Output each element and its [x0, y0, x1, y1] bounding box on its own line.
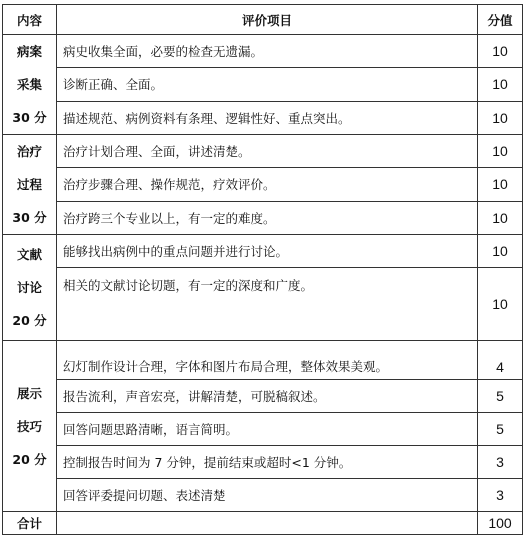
- table-row: [3, 235, 523, 268]
- table-row: [3, 341, 523, 380]
- header-category: 内容: [3, 5, 57, 35]
- category-line: 展示: [16, 385, 42, 401]
- item-cell: 病史收集全面，必要的检查无遗漏。: [57, 35, 478, 68]
- table-row: [3, 168, 523, 201]
- category-line: 采集: [16, 77, 42, 92]
- total-item-cell: [57, 512, 478, 535]
- score-cell: 10: [478, 201, 523, 234]
- score-cell: 10: [478, 35, 523, 68]
- category-line: 过程: [16, 177, 42, 192]
- item-cell: 幻灯制作设计合理，字体和图片布局合理，整体效果美观。: [57, 341, 478, 380]
- table-row: [3, 446, 523, 479]
- category-cell: [3, 35, 57, 135]
- evaluation-table: [2, 4, 523, 535]
- table-row: [3, 479, 523, 512]
- item-cell: 回答评委提问切题、表述清楚: [57, 479, 478, 512]
- item-cell: 相关的文献讨论切题，有一定的深度和广度。: [57, 268, 478, 341]
- item-cell: 治疗计划合理、全面，讲述清楚。: [57, 135, 478, 168]
- category-cell: [3, 235, 57, 341]
- item-cell: 能够找出病例中的重点问题并进行讨论。: [57, 235, 478, 268]
- score-cell: 3: [478, 479, 523, 512]
- score-cell: 10: [478, 135, 523, 168]
- item-cell: 控制报告时间为 7 分钟，提前结束或超时<1 分钟。: [57, 446, 478, 479]
- table-row: [3, 135, 523, 168]
- total-label: 合计: [3, 512, 57, 535]
- score-cell: 10: [478, 268, 523, 341]
- score-cell: 5: [478, 413, 523, 446]
- total-score: 100: [478, 512, 523, 535]
- category-line: 文献: [16, 247, 42, 262]
- category-line: 治疗: [16, 144, 42, 159]
- table-row: [3, 101, 523, 134]
- category-line: 30 分: [12, 210, 47, 225]
- table-row: [3, 380, 523, 413]
- header-score: 分值: [478, 5, 523, 35]
- score-cell: 10: [478, 168, 523, 201]
- score-cell: 5: [478, 380, 523, 413]
- category-line: 讨论: [16, 280, 42, 295]
- score-cell: 10: [478, 235, 523, 268]
- category-line: 30 分: [12, 110, 47, 125]
- category-cell: [3, 341, 57, 512]
- score-cell: 3: [478, 446, 523, 479]
- score-cell: 10: [478, 68, 523, 101]
- header-item: 评价项目: [57, 5, 478, 35]
- item-cell: 描述规范、病例资料有条理、逻辑性好、重点突出。: [57, 101, 478, 134]
- total-row: [3, 512, 523, 535]
- table-row: [3, 201, 523, 234]
- score-cell: 4: [478, 341, 523, 380]
- item-cell: 治疗跨三个专业以上，有一定的难度。: [57, 201, 478, 234]
- item-cell: 报告流利，声音宏亮，讲解清楚，可脱稿叙述。: [57, 380, 478, 413]
- category-line: 病案: [16, 44, 42, 59]
- header-row: [3, 5, 523, 35]
- table-row: [3, 35, 523, 68]
- table-row: [3, 68, 523, 101]
- item-cell: 治疗步骤合理、操作规范，疗效评价。: [57, 168, 478, 201]
- item-cell: 诊断正确、全面。: [57, 68, 478, 101]
- category-line: 20 分: [12, 313, 47, 328]
- category-line: 20 分: [12, 451, 47, 467]
- item-cell: 回答问题思路清晰，语言简明。: [57, 413, 478, 446]
- table-row: [3, 413, 523, 446]
- category-line: 技巧: [16, 418, 42, 434]
- score-cell: 10: [478, 101, 523, 134]
- category-cell: [3, 135, 57, 235]
- table-row: [3, 268, 523, 341]
